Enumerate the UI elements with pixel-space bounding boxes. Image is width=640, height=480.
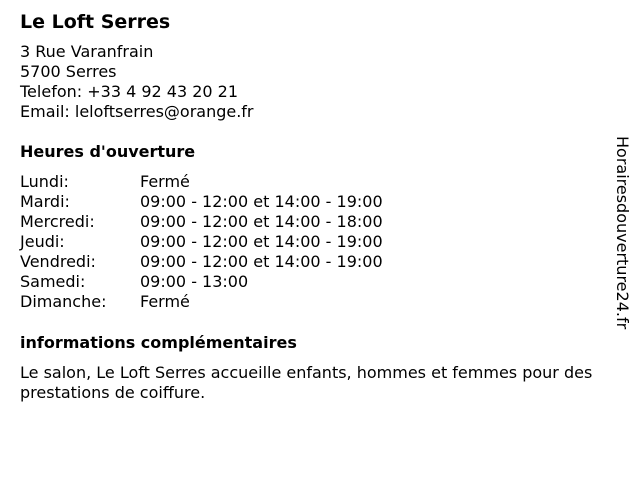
hours-row-wednesday — [20, 212, 610, 232]
hours-row-friday — [20, 252, 610, 272]
day-hours: 09:00 - 12:00 et 14:00 - 18:00 — [140, 212, 383, 231]
day-label: Mardi: — [20, 192, 70, 211]
phone-number: Telefon: +33 4 92 43 20 21 — [20, 82, 239, 101]
day-label: Dimanche: — [20, 292, 107, 311]
day-hours: Fermé — [140, 292, 190, 311]
business-name: Le Loft Serres — [20, 11, 171, 33]
day-label: Lundi: — [20, 172, 69, 191]
watermark — [612, 136, 636, 346]
hours-row-saturday — [20, 272, 610, 292]
day-hours: 09:00 - 12:00 et 14:00 - 19:00 — [140, 252, 383, 271]
watermark-text: Horairesdouverture24.fr — [613, 136, 632, 330]
address-city: 5700 Serres — [20, 62, 117, 81]
contact-block — [20, 42, 610, 122]
day-label: Samedi: — [20, 272, 86, 291]
day-label: Mercredi: — [20, 212, 95, 231]
day-hours: Fermé — [140, 172, 190, 191]
info-text: Le salon, Le Loft Serres accueille enfants, hommes et femmes pour des prestations de coiffure. — [20, 363, 593, 402]
hours-row-thursday — [20, 232, 610, 252]
hours-title: Heures d'ouverture — [20, 142, 196, 161]
day-hours: 09:00 - 13:00 — [140, 272, 249, 291]
day-label: Vendredi: — [20, 252, 96, 271]
email-address: Email: leloftserres@orange.fr — [20, 102, 254, 121]
business-card — [20, 10, 610, 403]
hours-row-tuesday — [20, 192, 610, 212]
hours-row-monday — [20, 172, 610, 192]
hours-table — [20, 172, 610, 312]
day-hours: 09:00 - 12:00 et 14:00 - 19:00 — [140, 232, 383, 251]
hours-row-sunday — [20, 292, 610, 312]
day-hours: 09:00 - 12:00 et 14:00 - 19:00 — [140, 192, 383, 211]
address-street: 3 Rue Varanfrain — [20, 42, 154, 61]
day-label: Jeudi: — [20, 232, 65, 251]
info-title: informations complémentaires — [20, 333, 297, 352]
